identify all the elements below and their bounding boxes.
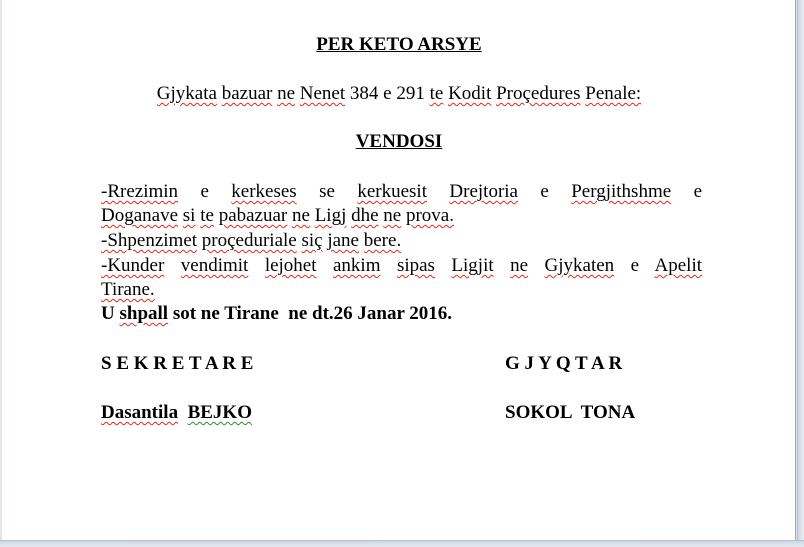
item-word: e [540, 181, 549, 202]
item-word: si [182, 205, 196, 226]
item-word: proçeduriale [201, 230, 297, 251]
item-word: prova. [405, 205, 454, 226]
announcement-rest: sot ne Tirane ne dt.26 Janar 2016. [168, 303, 453, 324]
item-word: sipas [396, 255, 435, 276]
item-word: Doganave [101, 205, 179, 226]
item-3-line-2 [101, 278, 702, 302]
intro-word: ne [277, 83, 296, 104]
secretary-name [101, 401, 252, 425]
announcement-word: U [101, 303, 115, 324]
item-word: dhe [351, 205, 379, 226]
item-word: lejohet [264, 255, 317, 276]
announcement [101, 302, 702, 326]
secretary-last-name: BEJKO [187, 402, 252, 423]
item-2 [101, 229, 702, 253]
item-1-line-1 [101, 180, 702, 204]
decision-title: VENDOSI [355, 131, 443, 152]
item-word: Drejtoria [449, 181, 518, 202]
horizontal-scrollbar[interactable] [0, 540, 804, 547]
intro-word: Proçedures [496, 83, 581, 104]
item-word: ne [292, 205, 310, 226]
secretary-title: S E K R E T A R E [101, 353, 254, 374]
item-1-line-2 [101, 204, 702, 228]
item-word: ankim [332, 255, 381, 276]
item-word: ne [383, 205, 402, 226]
item-word: siç [301, 230, 323, 251]
intro-paragraph [2, 82, 796, 106]
intro-word: Penale: [585, 83, 642, 104]
intro-word: Gjykata [156, 83, 217, 104]
item-word: bere. [363, 230, 402, 251]
item-word: se [319, 181, 335, 202]
item-word: kerkeses [231, 181, 297, 202]
document-heading: PER KETO ARSYE [316, 34, 482, 55]
judge-title: G J Y Q T A R [505, 353, 623, 374]
item-3-line-1 [101, 254, 702, 278]
item-word: Tirane. [101, 279, 155, 300]
item-word: Pergjithshme [571, 181, 672, 202]
item-word: kerkuesit [357, 181, 427, 202]
item-word: -Shpenzimet [101, 230, 198, 251]
judge-name: SOKOL TONA [505, 402, 636, 423]
item-word: -Rrezimin [101, 181, 179, 202]
item-word: pabazuar [218, 205, 288, 226]
item-word: Ligj [314, 205, 347, 226]
item-word: Ligjit [451, 255, 494, 276]
intro-word: Kodit [448, 83, 492, 104]
item-word: te [200, 205, 214, 226]
item-word: Apelit [654, 255, 703, 276]
intro-word: bazuar [221, 83, 273, 104]
item-word: Gjykaten [544, 255, 615, 276]
item-word: jane [327, 230, 359, 251]
vertical-scrollbar[interactable] [797, 0, 804, 547]
item-word: ne [510, 255, 529, 276]
item-word: vendimit [180, 255, 249, 276]
intro-word: te [429, 83, 444, 104]
item-word: e [630, 255, 640, 276]
announcement-word: shpall [119, 303, 169, 324]
item-word: e [200, 181, 209, 202]
secretary-first-name: Dasantila [101, 402, 179, 423]
item-word: -Kunder [101, 255, 165, 276]
item-word: e [693, 181, 703, 202]
intro-word: 384 e 291 [349, 83, 425, 104]
document-page[interactable] [2, 0, 796, 540]
intro-word: Nenet [299, 83, 346, 104]
